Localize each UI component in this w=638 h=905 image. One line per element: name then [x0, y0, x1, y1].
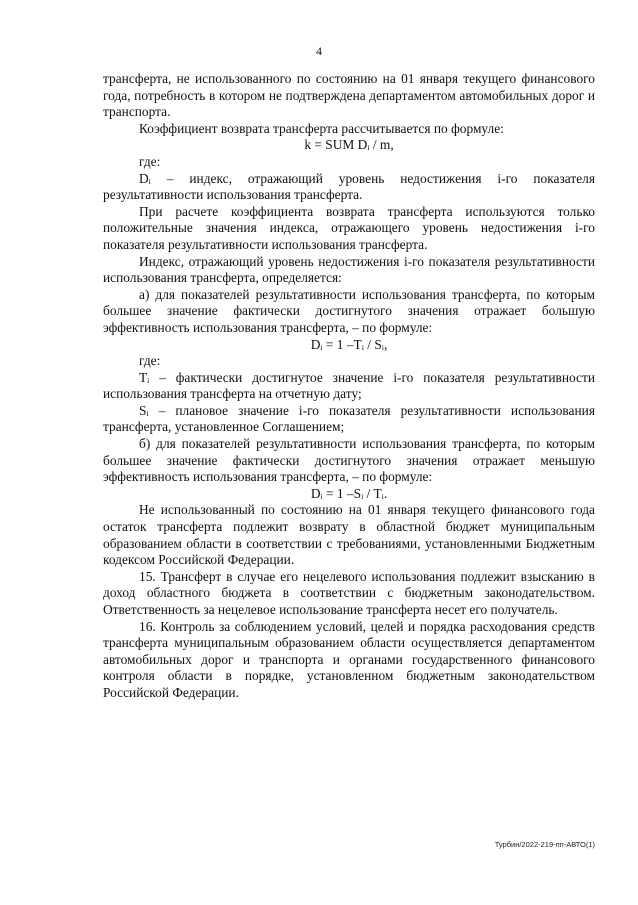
document-body: [103, 71, 595, 702]
paragraph: 15. Трансферт в случае его нецелевого использования подлежит взысканию в доход областного бюджета в соответствии с бюджетным законодательством. Ответственность за нецелевое использование трансферта несет его получатель.: [103, 568, 595, 617]
paragraph: Не использованный по состоянию на 01 января текущего финансового года остаток трансферта подлежит возврату в областной бюджет муниципальным образованием области в соответствии с требованиями, установленными Бюджетным кодексом Российской Федерации.: [103, 502, 595, 568]
paragraph: Dᵢ – индекс, отражающий уровень недостижения i-го показателя результативности использования трансферта.: [103, 170, 595, 203]
paragraph: Коэффициент возврата трансферта рассчитывается по формуле:: [139, 120, 504, 136]
paragraph: Tᵢ – фактически достигнутое значение i-го показателя результативности использования трансферта на отчетную дату;: [103, 369, 595, 402]
formula: k = SUM Dᵢ / m,: [304, 137, 394, 153]
paragraph: где:: [139, 353, 161, 369]
document-code-footer: Турбин/2022-219-пп-АВТО(1): [494, 840, 595, 849]
paragraph: 16. Контроль за соблюдением условий, целей и порядка расходования средств трансферта муниципальным образованием области осуществляется департаментом автомобильных дорог и транспорта и органами государственного финансового контроля области в порядке, установленном бюджетным законодательством Российской Федерации.: [103, 618, 595, 700]
formula: Dᵢ = 1 –Sᵢ / Tᵢ.: [310, 485, 388, 501]
paragraph: а) для показателей результативности использования трансферта, по которым большее значение фактически достигнутого значения отражает большую эффективность использования трансферта, – по формуле:: [103, 286, 595, 335]
paragraph: При расчете коэффициента возврата трансферта используются только положительные значения индекса, отражающего уровень недостижения i-го показателя результативности использования трансферта.: [103, 203, 595, 252]
paragraph: Sᵢ – плановое значение i-го показателя результативности использования трансферта, установленное Соглашением;: [103, 402, 595, 435]
paragraph: трансферта, не использованного по состоянию на 01 января текущего финансового года, потребность в котором не подтверждена департаментом автомобильных дорог и транспорта.: [103, 71, 595, 120]
page-number: 4: [316, 44, 322, 58]
formula: Dᵢ = 1 –Tᵢ / Sᵢ,: [310, 336, 388, 352]
paragraph: где:: [139, 153, 161, 169]
paragraph: Индекс, отражающий уровень недостижения i-го показателя результативности использования трансферта, определяется:: [103, 253, 595, 286]
paragraph: б) для показателей результативности использования трансферта, по которым большее значение фактически достигнутого значения отражает меньшую эффективность использования трансферта, – по формуле:: [103, 436, 595, 485]
